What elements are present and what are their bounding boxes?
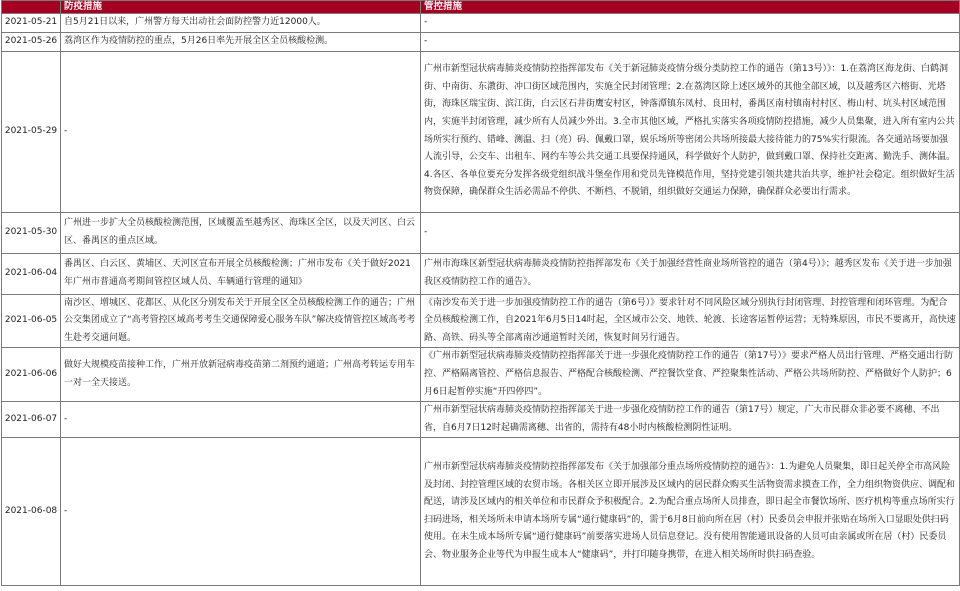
control-cell: 《南沙发布关于进一步加强疫情防控工作的通告（第6号）》要求针对不同风险区域分别执行封闭管理、封控管理和闭环管理。为配合全员核酸检测工作，自2021年6月5日14时起，全区域市公交、地铁、轮渡、长途客运暂停运营；无特殊原因，市民不要离开，高快速路、高铁、码头等全部离南沙通道暂时关闭，恢复时间另行通告。 (421, 294, 960, 348)
date-cell: 2021-05-21 (2, 14, 61, 33)
control-cell: 广州市新型冠状病毒肺炎疫情防控指挥部关于进一步强化疫情防控工作的通告（第17号）规定，广大市民群众非必要不离穗、不出省，自6月7日12时起确需离穗、出省的，需持有48小时内核酸检测阴性证明。 (421, 402, 960, 438)
control-cell: - (421, 14, 960, 33)
table-row (2, 348, 960, 402)
header-control: 管控措施 (421, 1, 960, 14)
table-row (2, 438, 960, 586)
header-prevention: 防疫措施 (61, 1, 421, 14)
date-cell: 2021-05-26 (2, 33, 61, 52)
prevention-cell: - (61, 438, 421, 586)
date-cell: 2021-06-06 (2, 348, 61, 402)
date-cell: 2021-06-08 (2, 438, 61, 586)
prevention-cell: 自5月21日以来，广州警方每天出动社会面防控警力近12000人。 (61, 14, 421, 33)
control-cell: - (421, 33, 960, 52)
prevention-cell: 南沙区、增城区、花都区、从化区分别发布关于开展全区全员核酸检测工作的通告；广州公交集团成立了“高考管控区域高考考生交通保障爱心服务车队”解决疫情管控区域高考考生赴考交通问题。 (61, 294, 421, 348)
table-header-row (2, 1, 960, 14)
date-cell: 2021-05-29 (2, 51, 61, 212)
prevention-cell: 广州进一步扩大全员核酸检测范围，区域覆盖至越秀区、海珠区全区，以及天河区、白云区、番禺区的重点区域。 (61, 212, 421, 253)
table-row (2, 51, 960, 212)
measures-table (1, 0, 960, 586)
date-cell: 2021-06-04 (2, 253, 61, 294)
prevention-cell: 荔湾区作为疫情防控的重点，5月26日率先开展全区全员核酸检测。 (61, 33, 421, 52)
header-date (2, 1, 61, 14)
date-cell: 2021-05-30 (2, 212, 61, 253)
prevention-cell: 做好大规模疫苗接种工作，广州开放新冠病毒疫苗第二剂预约通道；广州高考转运专用车一对一全天接送。 (61, 348, 421, 402)
control-cell: - (421, 212, 960, 253)
table-row (2, 402, 960, 438)
control-cell: 广州市新型冠状病毒肺炎疫情防控指挥部发布《关于加强部分重点场所疫情防控的通告》：1.为避免人员聚集，即日起关停全市高风险及封闭、封控管理区域的农贸市场。各相关区立即开展涉及区域内的居民群众购买生活物资需求摸查工作，全力组织物资供应、调配和配送，请涉及区域内的相关单位和市民群众予积极配合。2.为配合重点场所人员排查，即日起全市餐饮场所、医疗机构等重点场所实行扫码进场，相关场所未申请本场所专属“通行健康码”的，需于6月8日前向所在居（村）民委员会申报并张贴在场所入口显眼处供扫码使用。在未生成本场所专属“通行健康码”前要落实进场人员信息登记。没有使用智能通讯设备的人员可由亲属或所在居（村）民委员会、物业服务企业等代为申报生成本人“健康码”，并打印随身携带，在进入相关场所时供扫码查验。 (421, 438, 960, 586)
table-row (2, 253, 960, 294)
control-cell: 广州市新型冠状病毒肺炎疫情防控指挥部发布《关于新冠肺炎疫情分级分类防控工作的通告（第13号）》：1.在荔湾区海龙街、白鹤洞街、中南街、东漖街、冲口街区域范围内，实施全民封闭管理；2.在荔湾区除上述区域外的其他全部区域，以及越秀区六榕街、光塔街，海珠区瑞宝街、滨江街，白云区石井街鹰安村区，钟落潭镇东凤村、良田村，番禺区南村镇南村村区、梅山村、坑头村区域范围内，实施半封闭管理，减少所有人员减少外出。3.全市其他区域，严格扎实落实各项疫情防控措施，减少人员集聚，进入所有室内公共场所实行预约、错峰、测温、扫（亮）码、佩戴口罩，娱乐场所等密闭公共场所接最大接待能力的75%实行限流。各交通站场要加强人流引导，公交车、出租车、网约车等公共交通工具要保持通风，科学做好个人防护，做到戴口罩、保持社交距离、勤洗手、测体温。4.各区、各单位要充分发挥各级党组织战斗堡垒作用和党员先锋模范作用，坚持党建引领共建共治共享，维护社会稳定。组织做好生活物资保障，确保群众生活必需品不停供、不断档、不脱销，组织做好交通运力保障，确保群众必要出行需求。 (421, 51, 960, 212)
prevention-cell: 番禺区、白云区、黄埔区、天河区宣布开展全员核酸检测；广州市发布《关于做好2021年广州市普通高考期间管控区域人员、车辆通行管理的通知》 (61, 253, 421, 294)
table-row (2, 33, 960, 52)
control-cell: 广州市海珠区新型冠状病毒肺炎疫情防控指挥部发布《关于加强经营性商业场所管控的通告（第4号）》；越秀区发布《关于进一步加强我区疫情防控工作的通告》。 (421, 253, 960, 294)
control-cell: 《广州市新型冠状病毒肺炎疫情防控指挥部关于进一步强化疫情防控工作的通告（第17号）》要求严格人员出行管理、严格交通出行防控、严格隔离管控、严格信息报告、严格配合核酸检测、严控餐饮堂食、严控聚集性活动、严格公共场所防控、严格做好个人防护；6月6日起暂停实施“开四停四”。 (421, 348, 960, 402)
date-cell: 2021-06-05 (2, 294, 61, 348)
date-cell: 2021-06-07 (2, 402, 61, 438)
prevention-cell: - (61, 402, 421, 438)
table-row (2, 294, 960, 348)
table-row (2, 14, 960, 33)
table-row (2, 212, 960, 253)
prevention-cell: - (61, 51, 421, 212)
